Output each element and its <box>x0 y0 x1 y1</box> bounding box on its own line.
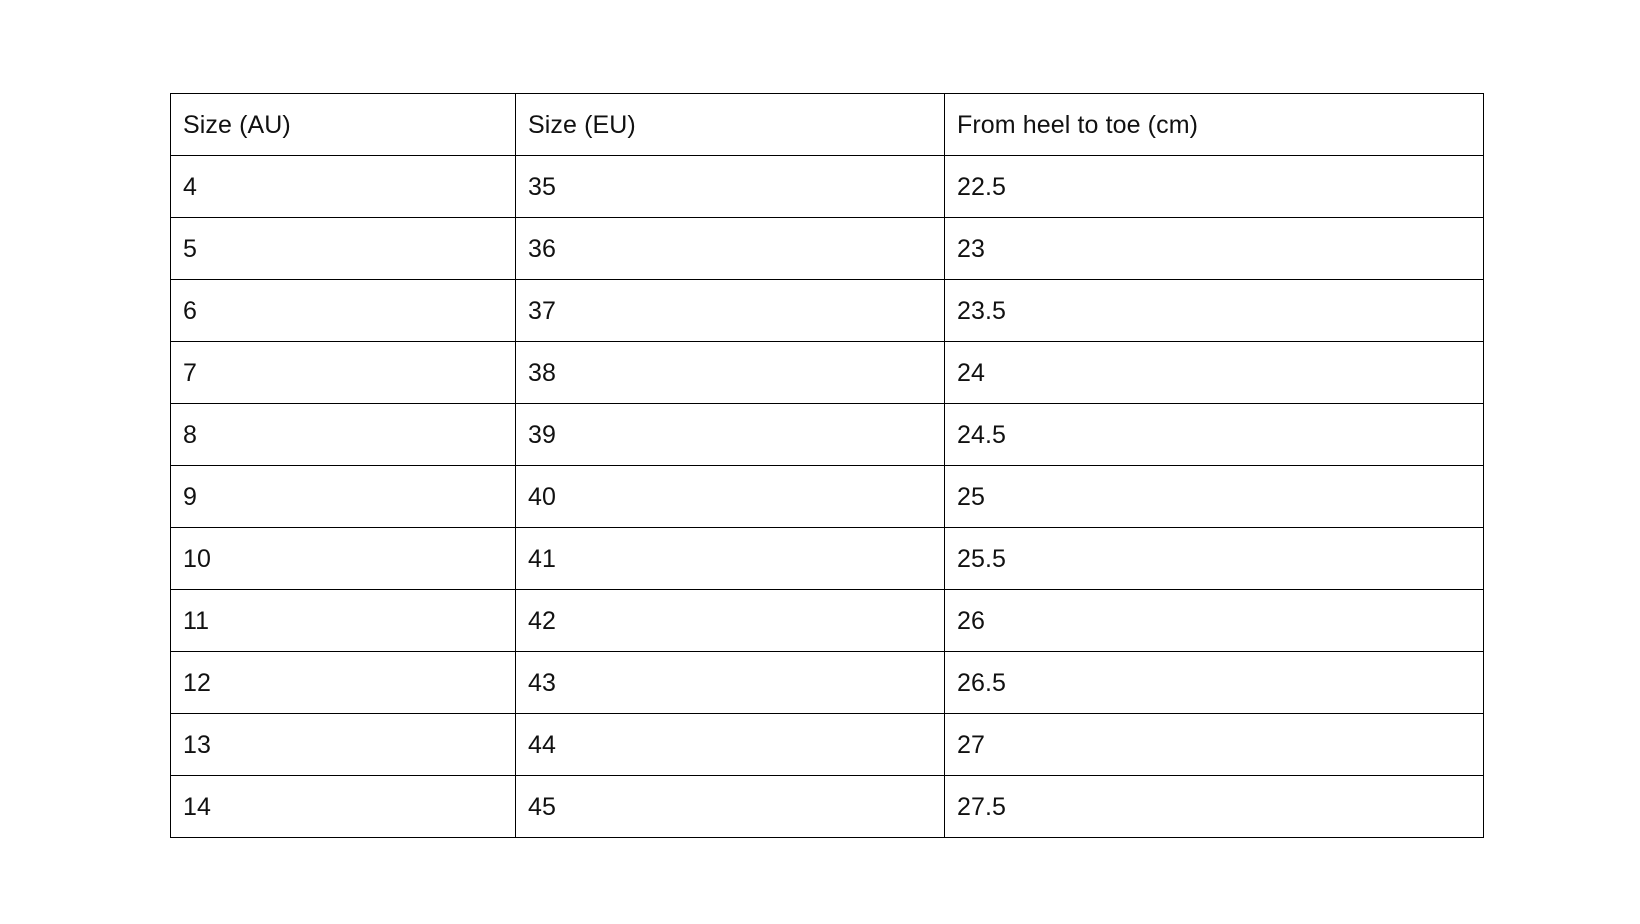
cell-size-au: 12 <box>171 652 516 714</box>
column-header-size-eu: Size (EU) <box>516 94 945 156</box>
cell-size-au: 14 <box>171 776 516 838</box>
table-row <box>171 218 1484 280</box>
cell-size-au: 13 <box>171 714 516 776</box>
cell-size-eu: 40 <box>516 466 945 528</box>
cell-size-eu: 41 <box>516 528 945 590</box>
table-row <box>171 466 1484 528</box>
cell-size-eu: 45 <box>516 776 945 838</box>
cell-heel-to-toe: 22.5 <box>945 156 1484 218</box>
cell-size-eu: 42 <box>516 590 945 652</box>
cell-size-eu: 36 <box>516 218 945 280</box>
cell-size-eu: 43 <box>516 652 945 714</box>
table-header <box>171 94 1484 156</box>
cell-heel-to-toe: 27 <box>945 714 1484 776</box>
cell-heel-to-toe: 25.5 <box>945 528 1484 590</box>
table-row <box>171 590 1484 652</box>
cell-heel-to-toe: 24.5 <box>945 404 1484 466</box>
cell-size-au: 7 <box>171 342 516 404</box>
table-row <box>171 652 1484 714</box>
cell-heel-to-toe: 24 <box>945 342 1484 404</box>
cell-size-eu: 37 <box>516 280 945 342</box>
cell-size-eu: 38 <box>516 342 945 404</box>
column-header-size-au: Size (AU) <box>171 94 516 156</box>
cell-heel-to-toe: 27.5 <box>945 776 1484 838</box>
table-header-row <box>171 94 1484 156</box>
table-row <box>171 776 1484 838</box>
cell-heel-to-toe: 25 <box>945 466 1484 528</box>
column-header-heel-to-toe: From heel to toe (cm) <box>945 94 1484 156</box>
cell-size-eu: 35 <box>516 156 945 218</box>
size-chart-table <box>170 93 1484 838</box>
cell-size-au: 9 <box>171 466 516 528</box>
cell-size-au: 5 <box>171 218 516 280</box>
table-row <box>171 342 1484 404</box>
cell-size-eu: 39 <box>516 404 945 466</box>
cell-size-au: 11 <box>171 590 516 652</box>
table-body <box>171 156 1484 838</box>
cell-size-au: 10 <box>171 528 516 590</box>
size-chart-container <box>170 93 1483 838</box>
table-row <box>171 280 1484 342</box>
cell-heel-to-toe: 26 <box>945 590 1484 652</box>
table-row <box>171 528 1484 590</box>
cell-size-eu: 44 <box>516 714 945 776</box>
table-row <box>171 156 1484 218</box>
table-row <box>171 714 1484 776</box>
cell-size-au: 4 <box>171 156 516 218</box>
table-row <box>171 404 1484 466</box>
cell-heel-to-toe: 26.5 <box>945 652 1484 714</box>
cell-size-au: 8 <box>171 404 516 466</box>
cell-heel-to-toe: 23 <box>945 218 1484 280</box>
cell-heel-to-toe: 23.5 <box>945 280 1484 342</box>
cell-size-au: 6 <box>171 280 516 342</box>
